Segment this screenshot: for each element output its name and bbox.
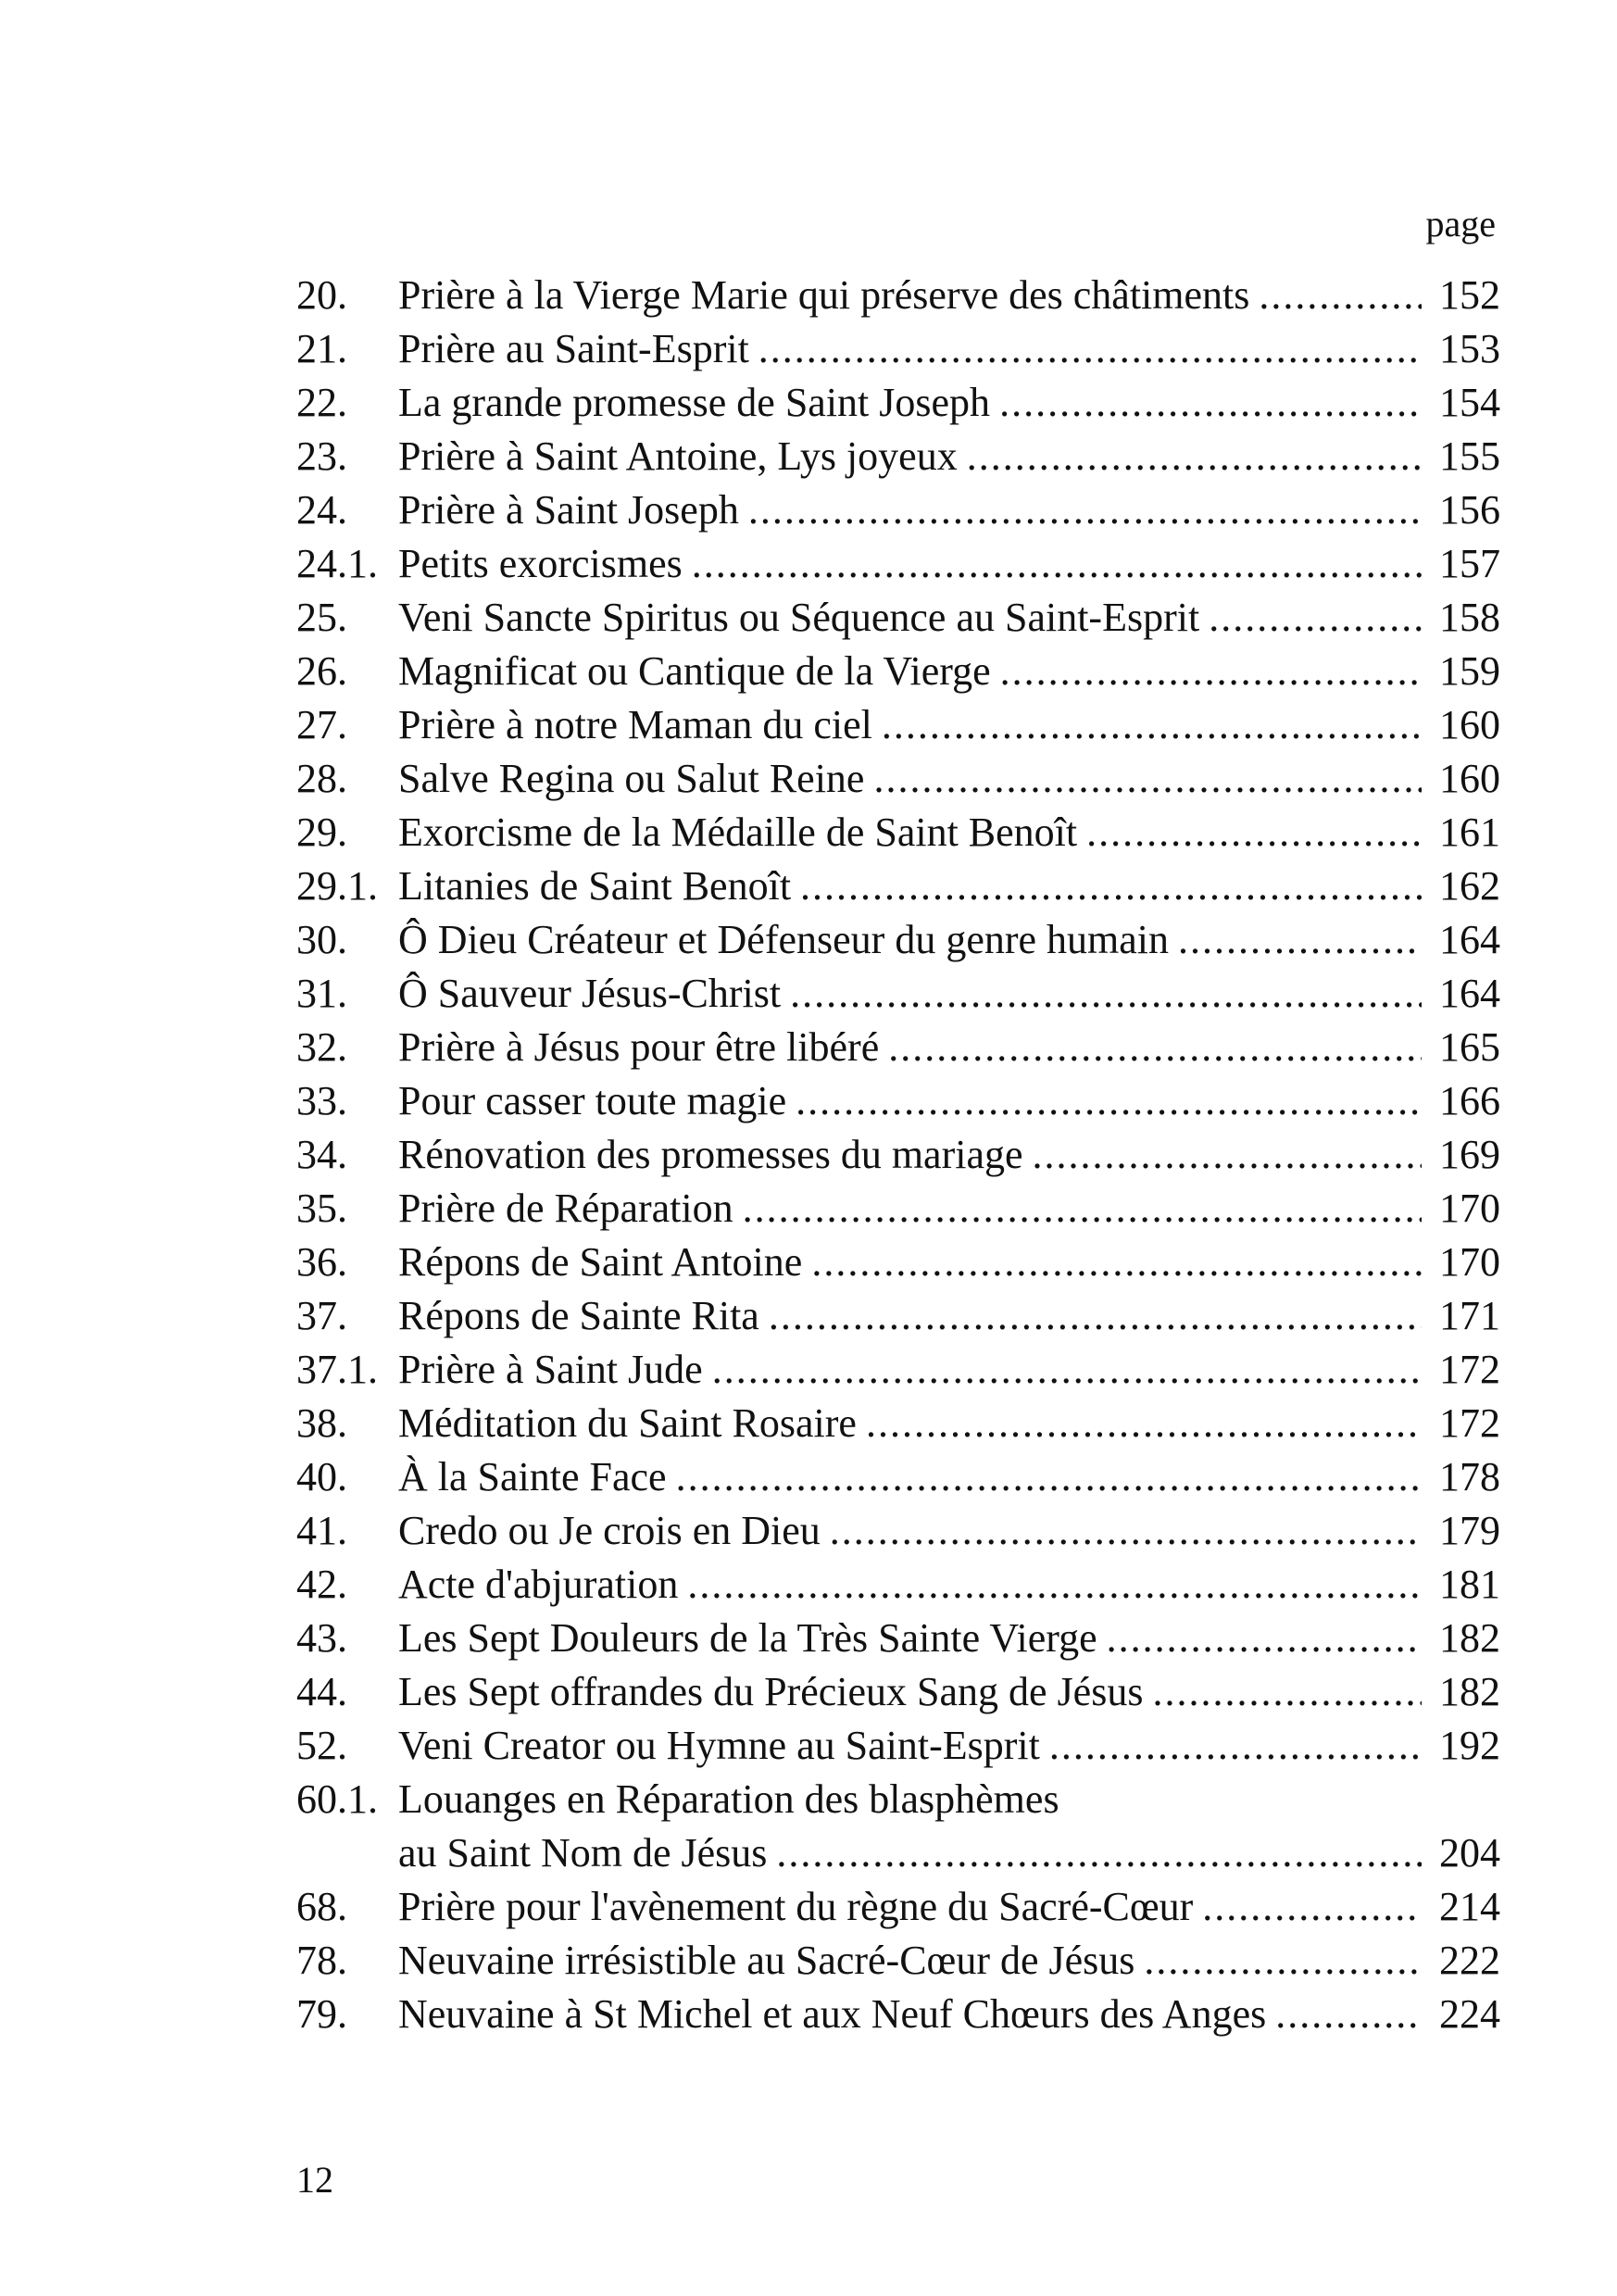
entry-number: 34. xyxy=(296,1132,347,1177)
entry-page: 192 xyxy=(1439,1723,1500,1768)
toc-entry xyxy=(296,1397,1500,1450)
entry-title: À la Sainte Face xyxy=(398,1454,667,1499)
dot-leader xyxy=(769,1289,1422,1343)
entry-page: 224 xyxy=(1439,1991,1500,2037)
toc-entry xyxy=(296,645,1500,698)
entry-number: 20. xyxy=(296,272,347,318)
entry-title: La grande promesse de Saint Joseph xyxy=(398,380,991,425)
dot-leader xyxy=(743,1182,1422,1236)
entry-number: 60.1. xyxy=(296,1776,378,1822)
entry-number: 40. xyxy=(296,1454,347,1499)
dot-leader xyxy=(866,1397,1422,1450)
dot-leader xyxy=(1152,1665,1422,1719)
entry-title: Salve Regina ou Salut Reine xyxy=(398,756,865,801)
toc-entry xyxy=(296,752,1500,806)
dot-leader xyxy=(1144,1934,1422,1988)
dot-leader xyxy=(1086,806,1422,859)
entry-number: 41. xyxy=(296,1508,347,1553)
entry-number: 33. xyxy=(296,1078,347,1123)
entry-title: Les Sept Douleurs de la Très Sainte Vierge xyxy=(398,1615,1097,1661)
entry-number: 32. xyxy=(296,1024,347,1070)
footer-page-number: 12 xyxy=(296,2159,333,2201)
dot-leader xyxy=(1033,1128,1422,1182)
entry-page: 157 xyxy=(1439,541,1500,586)
entry-title: Magnificat ou Cantique de la Vierge xyxy=(398,648,991,694)
dot-leader xyxy=(712,1343,1422,1397)
entry-number: 31. xyxy=(296,971,347,1016)
entry-number: 26. xyxy=(296,648,347,694)
entry-page: 182 xyxy=(1439,1669,1500,1714)
toc-entry xyxy=(296,1236,1500,1289)
entry-title: Prière à Jésus pour être libéré xyxy=(398,1024,880,1070)
entry-title: Rénovation des promesses du mariage xyxy=(398,1132,1023,1177)
dot-leader xyxy=(1049,1719,1422,1773)
entry-title: Répons de Sainte Rita xyxy=(398,1293,759,1338)
entry-number: 24.1. xyxy=(296,541,378,586)
toc-entry xyxy=(296,698,1500,752)
toc-entry xyxy=(296,1880,1500,1934)
table-of-contents xyxy=(296,269,1500,2041)
page-column-label: page xyxy=(1425,203,1496,245)
dot-leader xyxy=(811,1236,1422,1289)
entry-number: 78. xyxy=(296,1938,347,1983)
toc-entry xyxy=(296,537,1500,591)
entry-title: Ô Dieu Créateur et Défenseur du genre humain xyxy=(398,917,1170,962)
dot-leader xyxy=(830,1504,1422,1558)
toc-entry xyxy=(296,967,1500,1021)
dot-leader xyxy=(776,1826,1422,1880)
dot-leader xyxy=(687,1558,1422,1612)
entry-number: 30. xyxy=(296,917,347,962)
entry-title: Neuvaine à St Michel et aux Neuf Chœurs des Anges xyxy=(398,1991,1267,2037)
toc-entry xyxy=(296,1450,1500,1504)
dot-leader xyxy=(967,430,1422,483)
entry-title: Prière pour l'avènement du règne du Sacré-Cœur xyxy=(398,1884,1194,1929)
entry-number: 21. xyxy=(296,326,347,371)
entry-number: 37.1. xyxy=(296,1347,378,1392)
toc-entry xyxy=(296,1343,1500,1397)
dot-leader xyxy=(1107,1612,1422,1665)
entry-title: Veni Creator ou Hymne au Saint-Esprit xyxy=(398,1723,1040,1768)
entry-title: Louanges en Réparation des blasphèmes xyxy=(398,1776,1059,1822)
toc-entry xyxy=(296,1934,1500,1988)
dot-leader xyxy=(1000,645,1422,698)
entry-number: 42. xyxy=(296,1562,347,1607)
dot-leader xyxy=(800,859,1422,913)
toc-entry xyxy=(296,1289,1500,1343)
entry-title: Exorcisme de la Médaille de Saint Benoît xyxy=(398,809,1078,855)
entry-title: Litanies de Saint Benoît xyxy=(398,863,792,909)
entry-title: Prière à Saint Joseph xyxy=(398,487,739,533)
toc-entry xyxy=(296,430,1500,483)
toc-entry xyxy=(296,1773,1500,1826)
entry-title: Neuvaine irrésistible au Sacré-Cœur de Jésus xyxy=(398,1938,1135,1983)
entry-number: 79. xyxy=(296,1991,347,2037)
entry-number: 28. xyxy=(296,756,347,801)
entry-title: Ô Sauveur Jésus-Christ xyxy=(398,971,782,1016)
entry-number: 23. xyxy=(296,433,347,479)
dot-leader xyxy=(1275,1988,1422,2041)
entry-number: 22. xyxy=(296,380,347,425)
toc-entry xyxy=(296,1665,1500,1719)
entry-title: Prière à Saint Jude xyxy=(398,1347,703,1392)
toc-entry xyxy=(296,806,1500,859)
entry-page: 156 xyxy=(1439,487,1500,533)
dot-leader xyxy=(676,1450,1422,1504)
entry-page: 172 xyxy=(1439,1347,1500,1392)
toc-entry xyxy=(296,859,1500,913)
dot-leader xyxy=(796,1074,1422,1128)
entry-page: 162 xyxy=(1439,863,1500,909)
entry-page: 164 xyxy=(1439,971,1500,1016)
entry-page: 169 xyxy=(1439,1132,1500,1177)
entry-number: 44. xyxy=(296,1669,347,1714)
entry-page: 181 xyxy=(1439,1562,1500,1607)
dot-leader xyxy=(1209,591,1422,645)
dot-leader xyxy=(692,537,1422,591)
dot-leader xyxy=(1178,913,1422,967)
entry-page: 154 xyxy=(1439,380,1500,425)
dot-leader xyxy=(758,322,1422,376)
toc-entry xyxy=(296,322,1500,376)
toc-entry xyxy=(296,1719,1500,1773)
entry-page: 179 xyxy=(1439,1508,1500,1553)
entry-number: 29. xyxy=(296,809,347,855)
dot-leader xyxy=(888,1021,1422,1074)
entry-title: Acte d'abjuration xyxy=(398,1562,679,1607)
entry-title: Prière à Saint Antoine, Lys joyeux xyxy=(398,433,958,479)
toc-entry xyxy=(296,1182,1500,1236)
entry-title: Pour casser toute magie xyxy=(398,1078,787,1123)
entry-page: 158 xyxy=(1439,595,1500,640)
entry-title: Les Sept offrandes du Précieux Sang de Jésus xyxy=(398,1669,1144,1714)
entry-number: 27. xyxy=(296,702,347,747)
toc-entry xyxy=(296,1074,1500,1128)
entry-title-continuation: au Saint Nom de Jésus xyxy=(398,1830,768,1876)
entry-page: 160 xyxy=(1439,702,1500,747)
toc-entry xyxy=(296,1021,1500,1074)
toc-entry xyxy=(296,269,1500,322)
entry-page: 165 xyxy=(1439,1024,1500,1070)
toc-entry xyxy=(296,376,1500,430)
entry-number: 36. xyxy=(296,1239,347,1285)
entry-title: Prière au Saint-Esprit xyxy=(398,326,749,371)
toc-entry xyxy=(296,1558,1500,1612)
dot-leader xyxy=(882,698,1422,752)
entry-page: 159 xyxy=(1439,648,1500,694)
entry-page: 153 xyxy=(1439,326,1500,371)
entry-number: 37. xyxy=(296,1293,347,1338)
dot-leader xyxy=(790,967,1422,1021)
entry-page: 166 xyxy=(1439,1078,1500,1123)
entry-number: 68. xyxy=(296,1884,347,1929)
toc-entry xyxy=(296,483,1500,537)
dot-leader xyxy=(873,752,1422,806)
toc-entry xyxy=(296,1988,1500,2041)
entry-page: 182 xyxy=(1439,1615,1500,1661)
entry-page: 178 xyxy=(1439,1454,1500,1499)
entry-number: 38. xyxy=(296,1400,347,1446)
entry-page: 161 xyxy=(1439,809,1500,855)
entry-page: 160 xyxy=(1439,756,1500,801)
entry-page: 155 xyxy=(1439,433,1500,479)
entry-page: 170 xyxy=(1439,1186,1500,1231)
entry-number: 43. xyxy=(296,1615,347,1661)
toc-entry xyxy=(296,1128,1500,1182)
entry-title: Petits exorcismes xyxy=(398,541,683,586)
toc-entry xyxy=(296,1612,1500,1665)
toc-entry xyxy=(296,913,1500,967)
dot-leader xyxy=(748,483,1422,537)
entry-title: Credo ou Je crois en Dieu xyxy=(398,1508,821,1553)
dot-leader xyxy=(999,376,1422,430)
entry-page: 172 xyxy=(1439,1400,1500,1446)
toc-entry xyxy=(296,1504,1500,1558)
entry-page: 171 xyxy=(1439,1293,1500,1338)
entry-page: 152 xyxy=(1439,272,1500,318)
entry-title: Prière à notre Maman du ciel xyxy=(398,702,872,747)
entry-number: 29.1. xyxy=(296,863,378,909)
entry-page: 214 xyxy=(1439,1884,1500,1929)
entry-title: Méditation du Saint Rosaire xyxy=(398,1400,857,1446)
entry-title: Répons de Saint Antoine xyxy=(398,1239,803,1285)
entry-page: 164 xyxy=(1439,917,1500,962)
entry-title: Prière à la Vierge Marie qui préserve des châtiments xyxy=(398,272,1250,318)
entry-page: 170 xyxy=(1439,1239,1500,1285)
entry-number: 25. xyxy=(296,595,347,640)
entry-number: 52. xyxy=(296,1723,347,1768)
entry-title: Veni Sancte Spiritus ou Séquence au Saint-Esprit xyxy=(398,595,1200,640)
toc-entry xyxy=(296,591,1500,645)
entry-page: 222 xyxy=(1439,1938,1500,1983)
entry-number: 35. xyxy=(296,1186,347,1231)
entry-title: Prière de Réparation xyxy=(398,1186,733,1231)
entry-number: 24. xyxy=(296,487,347,533)
dot-leader xyxy=(1259,269,1422,322)
toc-entry-continuation xyxy=(296,1826,1500,1880)
entry-page: 204 xyxy=(1439,1830,1500,1876)
dot-leader xyxy=(1202,1880,1422,1934)
